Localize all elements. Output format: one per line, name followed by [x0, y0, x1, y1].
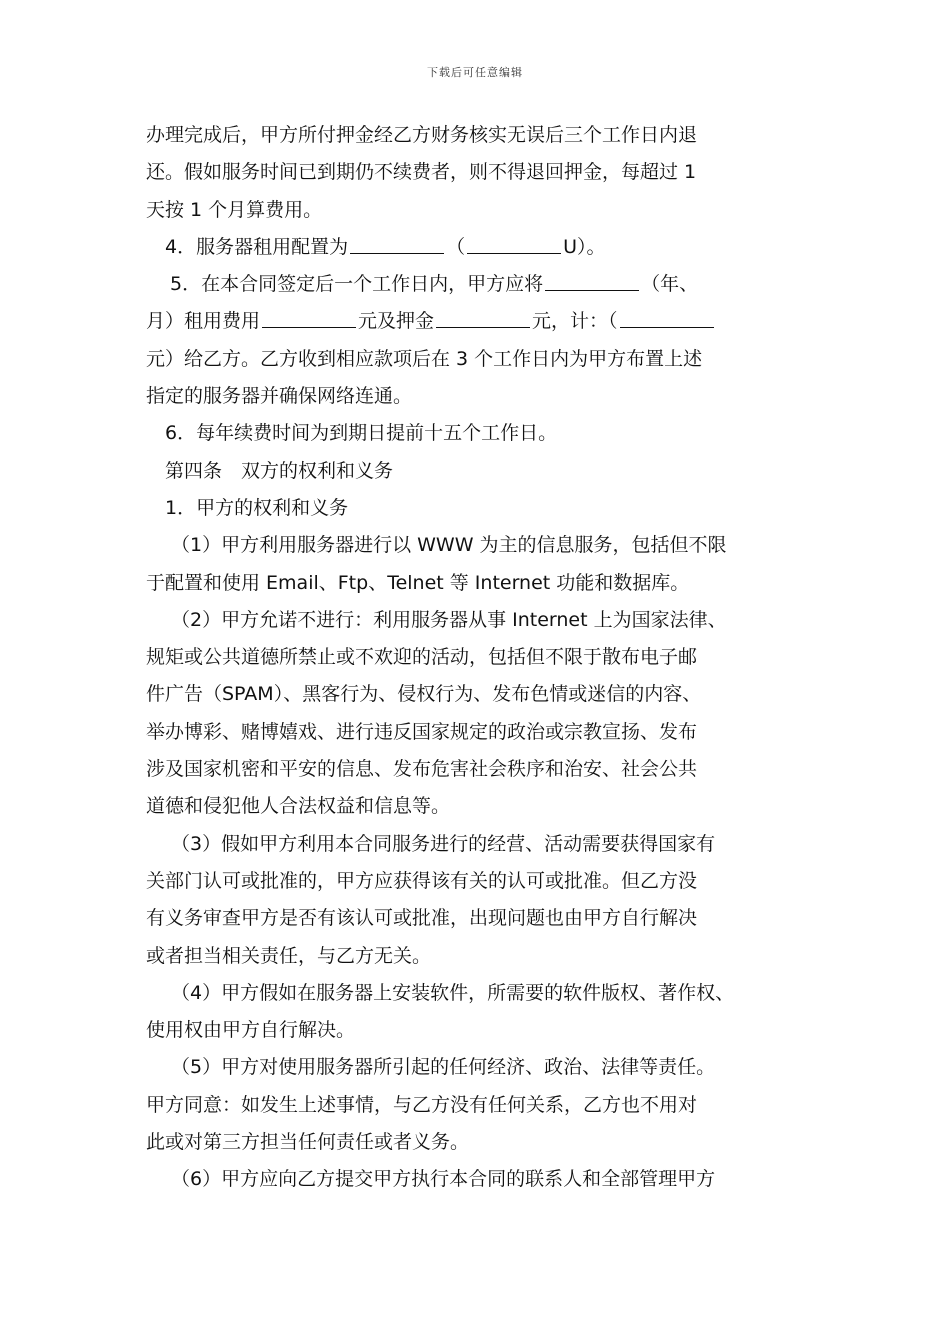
fill-blank-total[interactable] [620, 311, 714, 328]
subsection-heading: 1．甲方的权利和义务 [165, 496, 349, 519]
body-line: 件广告（SPAM）、黑客行为、侵权行为、发布色情或迷信的内容、 [146, 683, 702, 706]
clause-text: 5．在本合同签定后一个工作日内，甲方应将 [170, 273, 544, 296]
body-line: （1）甲方利用服务器进行以 WWW 为主的信息服务，包括但不限 [171, 534, 727, 557]
clause-text: 月）租用费用 [146, 310, 261, 333]
fill-blank-units[interactable] [467, 237, 561, 254]
body-line: 或者担当相关责任，与乙方无关。 [146, 944, 432, 967]
body-line: （6）甲方应向乙方提交甲方执行本合同的联系人和全部管理甲方 [171, 1168, 716, 1191]
clause-text: （ [446, 235, 466, 258]
body-line: 使用权由甲方自行解决。 [146, 1019, 356, 1042]
document-body [146, 117, 814, 1199]
clause-server-config [146, 229, 814, 266]
fill-blank-rent[interactable] [262, 311, 356, 328]
fill-blank-period[interactable] [545, 274, 639, 291]
body-line: （2）甲方允诺不进行：利用服务器从事 Internet 上为国家法律、 [171, 608, 727, 631]
body-line: 天按 1 个月算费用。 [146, 198, 323, 221]
clause-text: 4．服务器租用配置为 [165, 235, 349, 258]
section-heading: 第四条 双方的权利和义务 [165, 459, 394, 482]
body-line: 涉及国家机密和平安的信息、发布危害社会秩序和治安、社会公共 [146, 758, 698, 781]
clause-text: （年、 [641, 273, 699, 296]
body-line: 有义务审查甲方是否有该认可或批准，出现问题也由甲方自行解决 [146, 907, 698, 930]
body-line: （4）甲方假如在服务器上安装软件，所需要的软件版权、著作权、 [171, 981, 735, 1004]
body-line: 关部门认可或批准的，甲方应获得该有关的认可或批准。但乙方没 [146, 869, 698, 892]
body-line: 甲方同意：如发生上述事情，与乙方没有任何关系，乙方也不用对 [146, 1093, 698, 1116]
body-line: 此或对第三方担当任何责任或者义务。 [146, 1131, 470, 1154]
body-line: 元）给乙方。乙方收到相应款项后在 3 个工作日内为甲方布置上述 [146, 347, 703, 370]
body-line: 指定的服务器并确保网络连通。 [146, 385, 413, 408]
fill-blank-deposit[interactable] [436, 311, 530, 328]
clause-payment-amounts [146, 303, 814, 340]
body-line: 举办博彩、赌博嬉戏、进行违反国家规定的政治或宗教宣扬、发布 [146, 720, 698, 743]
fill-blank-config[interactable] [350, 237, 444, 254]
body-line: 6．每年续费时间为到期日提前十五个工作日。 [165, 422, 558, 445]
body-line: 办理完成后，甲方所付押金经乙方财务核实无误后三个工作日内退 [146, 124, 698, 146]
body-line: 道德和侵犯他人合法权益和信息等。 [146, 795, 451, 818]
clause-text: 元及押金 [358, 310, 435, 333]
page-header-note: 下载后可任意编辑 [427, 66, 523, 79]
body-line: （3）假如甲方利用本合同服务进行的经营、活动需要获得国家有 [171, 832, 716, 855]
body-line: 规矩或公共道德所禁止或不欢迎的活动，包括但不限于散布电子邮 [146, 646, 698, 669]
clause-text: 元，计：（ [532, 310, 618, 333]
body-line: （5）甲方对使用服务器所引起的任何经济、政治、法律等责任。 [171, 1056, 716, 1079]
body-line: 于配置和使用 Email、Ftp、Telnet 等 Internet 功能和数据库。 [146, 571, 690, 594]
clause-payment [146, 266, 814, 303]
body-line: 还。假如服务时间已到期仍不续费者，则不得退回押金，每超过 1 [146, 161, 697, 184]
clause-text: U）。 [563, 235, 606, 258]
